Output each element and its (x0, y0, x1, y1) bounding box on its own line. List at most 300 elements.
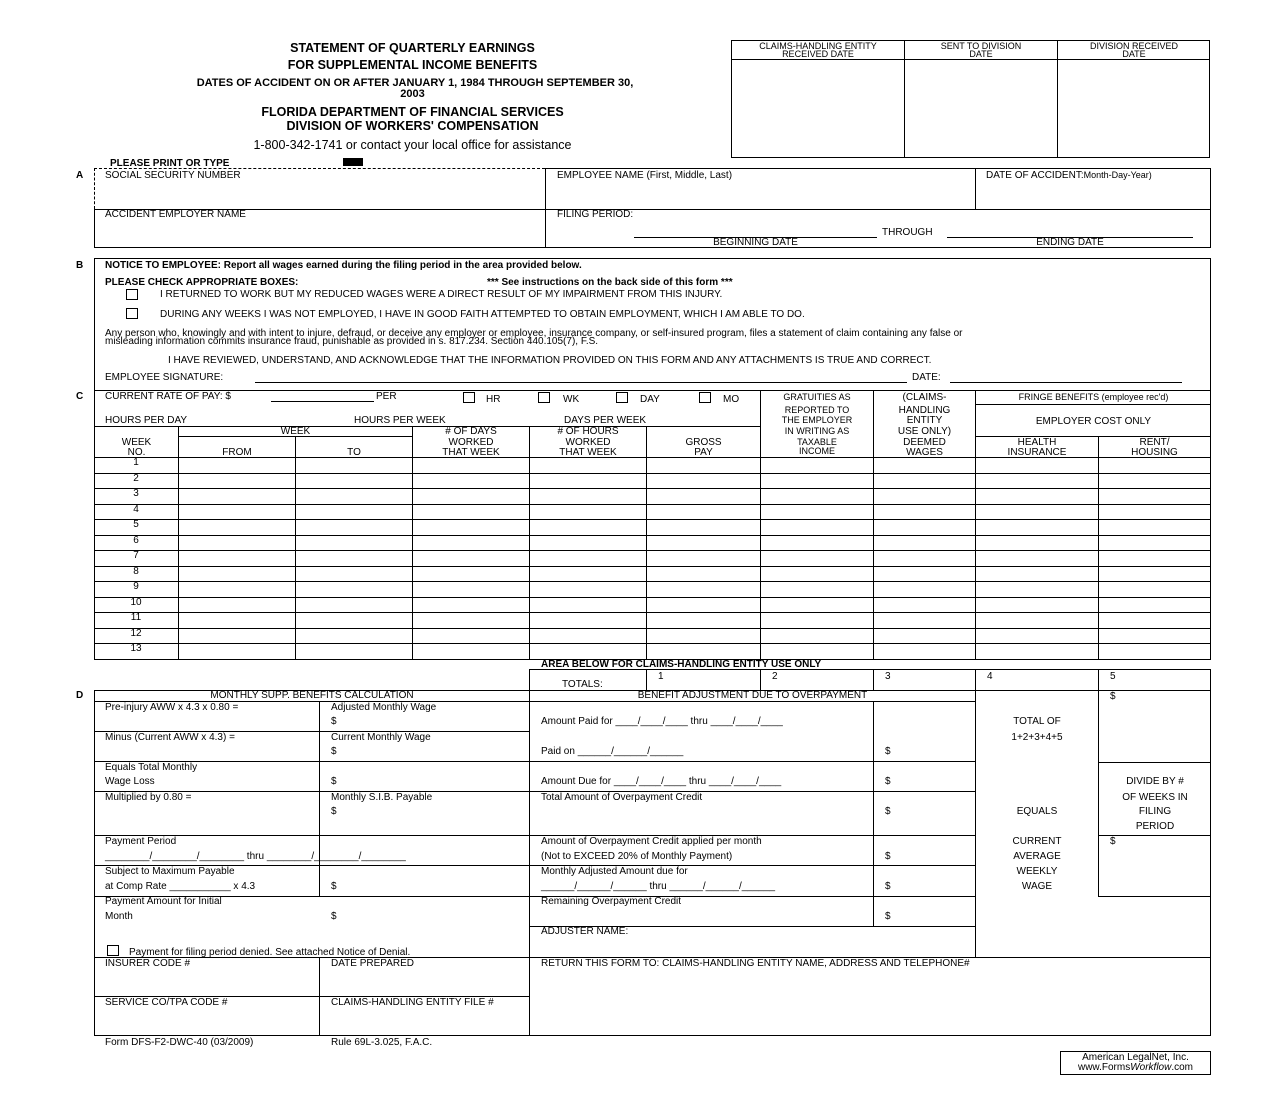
wage-loss-dollar: $ (331, 776, 337, 787)
month-label: Month (105, 911, 133, 922)
to-header: TO (347, 447, 361, 458)
week-health-cell[interactable] (976, 504, 1098, 519)
hours-worked-line-1: # OF HOURS (557, 426, 619, 437)
rule-number: Rule 69L-3.025, F.A.C. (331, 1037, 433, 1048)
amount-paid-field[interactable] (895, 704, 974, 760)
received-date-field[interactable] (732, 60, 904, 157)
employee-name-field[interactable] (547, 183, 973, 207)
current-monthly-dollar: $ (331, 746, 337, 757)
adjusted-monthly-field[interactable] (341, 714, 527, 730)
insurer-code-field[interactable] (96, 971, 318, 995)
week-gross-cell[interactable] (647, 488, 760, 504)
week-gratuities-cell[interactable] (761, 566, 873, 581)
rate-line (271, 401, 374, 402)
week-days-cell[interactable] (413, 566, 529, 581)
week-from-cell[interactable] (179, 566, 295, 581)
week-hours-cell[interactable] (530, 643, 646, 659)
week-to-cell[interactable] (296, 457, 412, 473)
week-health-cell[interactable] (976, 628, 1098, 643)
table-row (94, 519, 1211, 535)
week-deemed-cell[interactable] (874, 550, 975, 566)
preinjury-label: Pre-injury AWW x 4.3 x 0.80 = (105, 702, 239, 713)
week-rent-cell[interactable] (1099, 473, 1210, 488)
week-hours-cell[interactable] (530, 473, 646, 488)
week-deemed-cell[interactable] (874, 457, 975, 473)
week-number: 13 (130, 643, 142, 654)
signature-line (255, 382, 907, 383)
week-from-cell[interactable] (179, 535, 295, 550)
table-row (94, 457, 1211, 473)
claims-line-1: (CLAIMS- (902, 392, 947, 403)
week-from-cell[interactable] (179, 504, 295, 519)
weekly-label: WEEKLY (1016, 866, 1058, 877)
week-days-cell[interactable] (413, 535, 529, 550)
gratuities-line-6: INCOME (799, 446, 835, 456)
signature-date-field[interactable] (950, 368, 1182, 382)
equals-total-label: Equals Total Monthly (105, 762, 198, 773)
beginning-date-label: BEGINNING DATE (713, 237, 798, 248)
week-hours-cell[interactable] (530, 597, 646, 612)
department-name: FLORIDA DEPARTMENT OF FINANCIAL SERVICES (261, 105, 564, 119)
week-number: 2 (133, 473, 139, 484)
total-1-label: 1 (658, 671, 664, 682)
week-number: 1 (133, 457, 139, 468)
week-gratuities-cell[interactable] (761, 612, 873, 628)
hr-checkbox[interactable] (463, 392, 475, 403)
claims-line-5: DEEMED (903, 437, 946, 448)
week-to-cell[interactable] (296, 519, 412, 535)
week-rent-cell[interactable] (1099, 566, 1210, 581)
form-number: Form DFS-F2-DWC-40 (03/2009) (105, 1037, 254, 1048)
of-weeks-label: OF WEEKS IN (1122, 792, 1188, 803)
week-to-cell[interactable] (296, 628, 412, 643)
adjuster-name-field[interactable] (655, 926, 973, 955)
week-days-cell[interactable] (413, 519, 529, 535)
beginning-date-field[interactable] (634, 224, 877, 237)
week-deemed-cell[interactable] (874, 597, 975, 612)
total-overpayment-field[interactable] (895, 794, 974, 834)
total-sum-field[interactable] (1100, 703, 1209, 761)
week-number: 12 (130, 628, 142, 639)
reduced-wages-checkbox[interactable] (126, 289, 138, 300)
week-to-cell[interactable] (296, 612, 412, 628)
week-from-cell[interactable] (179, 519, 295, 535)
week-from-cell[interactable] (179, 612, 295, 628)
week-health-cell[interactable] (976, 612, 1098, 628)
minus-label: Minus (Current AWW x 4.3) = (105, 732, 235, 743)
week-gross-cell[interactable] (647, 612, 760, 628)
total-2-label: 2 (772, 671, 778, 682)
current-label: CURRENT (1012, 836, 1062, 847)
wk-checkbox[interactable] (538, 392, 550, 403)
table-row (94, 566, 1211, 581)
week-health-cell[interactable] (976, 566, 1098, 581)
week-to-cell[interactable] (296, 581, 412, 597)
week-gross-cell[interactable] (647, 643, 760, 659)
week-from-cell[interactable] (179, 581, 295, 597)
return-to-label: RETURN THIS FORM TO: CLAIMS-HANDLING ENTITY NAME, ADDRESS AND TELEPHONE# (541, 958, 970, 969)
comp-rate-label[interactable]: at Comp Rate ___________ x 4.3 (105, 881, 256, 892)
week-gratuities-cell[interactable] (761, 643, 873, 659)
week-rent-cell[interactable] (1099, 628, 1210, 643)
per-label: PER (376, 391, 397, 402)
from-header: FROM (222, 447, 252, 458)
monthly-adjusted-dates[interactable]: ______/______/______ thru ______/______/______ (541, 881, 776, 892)
employee-name-label: EMPLOYEE NAME (First, Middle, Last) (557, 170, 733, 181)
week-deemed-cell[interactable] (874, 488, 975, 504)
wk-label: WK (563, 394, 580, 405)
legalnet-url: www.FormsWorkflow.com (1077, 1062, 1194, 1073)
not-employed-checkbox[interactable] (126, 308, 138, 319)
sent-division-date-field[interactable] (905, 60, 1057, 157)
table-row (94, 550, 1211, 566)
week-gross-cell[interactable] (647, 597, 760, 612)
week-deemed-cell[interactable] (874, 581, 975, 597)
week-from-cell[interactable] (179, 488, 295, 504)
date-of-accident-label: DATE OF ACCIDENT:Month-Day-Year) (986, 170, 1152, 181)
signature-date-line (950, 382, 1182, 383)
week-health-cell[interactable] (976, 535, 1098, 550)
week-number: 5 (133, 519, 139, 530)
week-rent-cell[interactable] (1099, 597, 1210, 612)
amount-due-label[interactable]: Amount Due for ____/____/____ thru ____/____/____ (541, 776, 782, 787)
week-days-cell[interactable] (413, 628, 529, 643)
week-health-cell[interactable] (976, 643, 1098, 659)
multiplied-label: Multiplied by 0.80 = (105, 792, 192, 803)
week-from-cell[interactable] (179, 597, 295, 612)
week-hours-cell[interactable] (530, 535, 646, 550)
total-overpayment-label: Total Amount of Overpayment Credit (541, 792, 703, 803)
totals-box (529, 669, 1211, 691)
week-rent-cell[interactable] (1099, 612, 1210, 628)
notice-text: NOTICE TO EMPLOYEE: Report all wages earned during the filing period in the area provided below. (105, 260, 582, 271)
sib-payable-field[interactable] (341, 804, 527, 834)
week-gratuities-cell[interactable] (761, 519, 873, 535)
gross-pay-line-2: PAY (694, 447, 713, 458)
area-below-label: AREA BELOW FOR CLAIMS-HANDLING ENTITY USE ONLY (541, 659, 822, 670)
health-line-1: HEALTH (1017, 437, 1057, 448)
current-monthly-label: Current Monthly Wage (331, 732, 431, 743)
legalnet-name: American LegalNet, Inc. (1082, 1052, 1189, 1063)
dates-line-2: 2003 (400, 88, 425, 100)
adjuster-name-label: ADJUSTER NAME: (541, 926, 629, 937)
week-health-cell[interactable] (976, 473, 1098, 488)
week-hours-cell[interactable] (530, 519, 646, 535)
table-row (94, 581, 1211, 597)
monthly-adjusted-label: Monthly Adjusted Amount due for (541, 866, 688, 877)
week-from-cell[interactable] (179, 457, 295, 473)
week-gross-cell[interactable] (647, 473, 760, 488)
week-days-cell[interactable] (413, 457, 529, 473)
adjusted-monthly-label: Adjusted Monthly Wage (331, 702, 437, 713)
table-row (94, 612, 1211, 628)
week-days-cell[interactable] (413, 581, 529, 597)
week-gross-cell[interactable] (647, 628, 760, 643)
week-to-cell[interactable] (296, 473, 412, 488)
wage-loss-label: Wage Loss (105, 776, 155, 787)
week-health-cell[interactable] (976, 457, 1098, 473)
week-gratuities-cell[interactable] (761, 504, 873, 519)
table-row (94, 643, 1211, 659)
week-gratuities-cell[interactable] (761, 597, 873, 612)
wage-loss-field[interactable] (341, 774, 527, 790)
amount-paid-label[interactable]: Amount Paid for ____/____/____ thru ____/____/____ (541, 716, 783, 727)
week-number: 6 (133, 535, 139, 546)
date-of-accident-field[interactable] (977, 183, 1209, 207)
days-worked-line-1: # OF DAYS (445, 426, 497, 437)
week-gratuities-cell[interactable] (761, 581, 873, 597)
week-from-cell[interactable] (179, 550, 295, 566)
section-b-letter: B (76, 260, 84, 271)
week-gross-cell[interactable] (647, 535, 760, 550)
total-sum-dollar: $ (1110, 691, 1116, 702)
week-rent-cell[interactable] (1099, 643, 1210, 659)
week-health-cell[interactable] (976, 597, 1098, 612)
week-rent-cell[interactable] (1099, 581, 1210, 597)
period-label: PERIOD (1135, 821, 1175, 832)
mo-checkbox[interactable] (699, 392, 711, 403)
week-days-cell[interactable] (413, 597, 529, 612)
signature-date-label: DATE: (912, 372, 941, 383)
day-label: DAY (640, 394, 660, 405)
date-prepared-field[interactable] (321, 971, 528, 995)
week-health-cell[interactable] (976, 488, 1098, 504)
claims-line-3: ENTITY (906, 415, 943, 426)
week-hours-cell[interactable] (530, 488, 646, 504)
week-to-cell[interactable] (296, 504, 412, 519)
week-to-cell[interactable] (296, 597, 412, 612)
week-to-cell[interactable] (296, 535, 412, 550)
ssn-field[interactable] (96, 183, 543, 207)
ending-date-label: ENDING DATE (1036, 237, 1104, 248)
paid-on-label[interactable]: Paid on ______/______/______ (541, 746, 684, 757)
gross-pay-line-1: GROSS (685, 437, 722, 448)
ssn-label: SOCIAL SECURITY NUMBER (105, 170, 241, 181)
week-number: 3 (133, 488, 139, 499)
return-address-field[interactable] (531, 972, 1209, 1035)
table-row (94, 597, 1211, 612)
print-note: PLEASE PRINT OR TYPE (110, 158, 230, 169)
week-days-cell[interactable] (413, 488, 529, 504)
week-from-cell[interactable] (179, 473, 295, 488)
fraud-warning-line-2: misleading information commits insurance fraud, punishable as provided in s. 817.234. Section 440.105(7), F.S. (105, 336, 599, 347)
week-deemed-cell[interactable] (874, 473, 975, 488)
employer-name-label: ACCIDENT EMPLOYER NAME (105, 209, 246, 220)
week-hours-cell[interactable] (530, 581, 646, 597)
sib-payable-label: Monthly S.I.B. Payable (331, 792, 433, 803)
sum-label: 1+2+3+4+5 (1011, 732, 1063, 743)
monthly-adjusted-field[interactable] (895, 868, 974, 895)
table-row (94, 628, 1211, 643)
days-worked-line-3: THAT WEEK (442, 447, 500, 458)
week-rent-cell[interactable] (1099, 488, 1210, 504)
week-gross-cell[interactable] (647, 504, 760, 519)
week-gratuities-cell[interactable] (761, 550, 873, 566)
filing-period-label: FILING PERIOD: (557, 209, 634, 220)
week-hours-cell[interactable] (530, 612, 646, 628)
initial-payment-label: Payment Amount for Initial (105, 896, 222, 907)
week-days-cell[interactable] (413, 550, 529, 566)
denied-checkbox[interactable] (107, 945, 119, 956)
week-to-cell[interactable] (296, 643, 412, 659)
week-gross-cell[interactable] (647, 581, 760, 597)
week-days-cell[interactable] (413, 612, 529, 628)
hours-per-day-label: HOURS PER DAY (105, 415, 188, 426)
employer-name-field[interactable] (96, 222, 543, 246)
week-health-cell[interactable] (976, 581, 1098, 597)
hours-per-week-label: HOURS PER WEEK (354, 415, 446, 426)
max-payable-field[interactable] (341, 879, 527, 895)
week-deemed-cell[interactable] (874, 519, 975, 535)
hr-label: HR (486, 394, 501, 405)
week-number: 8 (133, 566, 139, 577)
week-from-cell[interactable] (179, 628, 295, 643)
week-gross-cell[interactable] (647, 550, 760, 566)
hours-worked-line-2: WORKED (565, 437, 611, 448)
week-hours-cell[interactable] (530, 504, 646, 519)
gratuities-line-4: IN WRITING AS (784, 426, 850, 436)
week-no-line-1: WEEK (121, 437, 152, 448)
table-row (94, 473, 1211, 488)
week-deemed-cell[interactable] (874, 643, 975, 659)
not-employed-option: DURING ANY WEEKS I WAS NOT EMPLOYED, I HAVE IN GOOD FAITH ATTEMPTED TO OBTAIN EMPLOYMENT, WHICH I AM ABLE TO DO. (160, 309, 805, 320)
division-received-date-field[interactable] (1058, 60, 1210, 157)
dates-line-1: DATES OF ACCIDENT ON OR AFTER JANUARY 1, 1984 THROUGH SEPTEMBER 30, (196, 77, 634, 89)
average-label: AVERAGE (1013, 851, 1061, 862)
week-rent-cell[interactable] (1099, 519, 1210, 535)
comp-rate-dollar: $ (331, 881, 337, 892)
week-to-cell[interactable] (296, 550, 412, 566)
totals-label: TOTALS: (562, 679, 603, 690)
ending-date-field[interactable] (947, 224, 1193, 237)
denied-label: Payment for filing period denied. See attached Notice of Denial. (129, 947, 411, 958)
date-prepared-label: DATE PREPARED (331, 958, 414, 969)
health-line-2: INSURANCE (1007, 447, 1067, 458)
section-c-letter: C (76, 391, 84, 402)
claims-line-6: WAGES (906, 447, 943, 458)
week-number: 7 (133, 550, 139, 561)
week-hours-cell[interactable] (530, 550, 646, 566)
total-of-label: TOTAL OF (1013, 716, 1061, 727)
credit-applied-field[interactable] (895, 838, 974, 864)
week-rent-cell[interactable] (1099, 457, 1210, 473)
section-a-letter: A (76, 170, 84, 181)
week-rent-cell[interactable] (1099, 504, 1210, 519)
week-deemed-cell[interactable] (874, 628, 975, 643)
week-health-cell[interactable] (976, 550, 1098, 566)
employer-cost-label: EMPLOYER COST ONLY (1035, 416, 1152, 427)
monthly-adjusted-dollar: $ (885, 881, 891, 892)
remaining-credit-field[interactable] (895, 899, 974, 925)
signature-field[interactable] (255, 368, 907, 382)
adjustment-header: BENEFIT ADJUSTMENT DUE TO OVERPAYMENT (637, 690, 868, 701)
sent-division-label-1: SENT TO DIVISION (940, 41, 1022, 51)
week-gratuities-cell[interactable] (761, 488, 873, 504)
remaining-credit-label: Remaining Overpayment Credit (541, 896, 682, 907)
gratuities-line-2: REPORTED TO (784, 405, 850, 415)
file-no-field[interactable] (321, 1010, 528, 1035)
week-hours-cell[interactable] (530, 628, 646, 643)
service-code-field[interactable] (96, 1010, 318, 1035)
filing-label: FILING (1138, 806, 1172, 817)
week-rent-cell[interactable] (1099, 535, 1210, 550)
week-days-cell[interactable] (413, 643, 529, 659)
week-from-cell[interactable] (179, 643, 295, 659)
days-worked-line-2: WORKED (448, 437, 494, 448)
week-hours-cell[interactable] (530, 457, 646, 473)
week-deemed-cell[interactable] (874, 612, 975, 628)
week-rent-cell[interactable] (1099, 550, 1210, 566)
week-gratuities-cell[interactable] (761, 457, 873, 473)
total-3-label: 3 (885, 671, 891, 682)
table-row (94, 504, 1211, 519)
week-deemed-cell[interactable] (874, 566, 975, 581)
week-number: 9 (133, 581, 139, 592)
week-to-cell[interactable] (296, 566, 412, 581)
division-name: DIVISION OF WORKERS' COMPENSATION (286, 119, 539, 133)
week-gratuities-cell[interactable] (761, 535, 873, 550)
week-days-cell[interactable] (413, 473, 529, 488)
remaining-credit-dollar: $ (885, 911, 891, 922)
not-exceed-label: (Not to EXCEED 20% of Monthly Payment) (541, 851, 733, 862)
wage-label: WAGE (1021, 881, 1053, 892)
week-gross-cell[interactable] (647, 566, 760, 581)
week-number: 4 (133, 504, 139, 515)
received-date-label-2: RECEIVED DATE (782, 49, 854, 59)
current-monthly-field[interactable] (341, 744, 527, 760)
day-checkbox[interactable] (616, 392, 628, 403)
week-health-cell[interactable] (976, 519, 1098, 535)
mo-label: MO (723, 394, 740, 405)
payment-period-line[interactable]: ________/________/________ thru ________/________/________ (105, 851, 406, 862)
week-number: 10 (130, 597, 142, 608)
week-header: WEEK (280, 426, 311, 437)
week-gross-cell[interactable] (647, 519, 760, 535)
average-wage-field[interactable] (1100, 849, 1209, 895)
days-per-week-label: DAYS PER WEEK (564, 415, 647, 426)
rate-of-pay-field[interactable] (271, 389, 374, 401)
rent-line-2: HOUSING (1131, 447, 1178, 458)
initial-payment-field[interactable] (341, 909, 527, 925)
week-deemed-cell[interactable] (874, 504, 975, 519)
week-gratuities-cell[interactable] (761, 628, 873, 643)
equals-label: EQUALS (1016, 806, 1058, 817)
week-gratuities-cell[interactable] (761, 473, 873, 488)
form-title: STATEMENT OF QUARTERLY EARNINGS (290, 41, 535, 55)
adjusted-monthly-dollar: $ (331, 716, 337, 727)
total-5-label: 5 (1110, 671, 1116, 682)
week-days-cell[interactable] (413, 504, 529, 519)
credit-applied-dollar: $ (885, 851, 891, 862)
divide-by-label: DIVIDE BY # (1126, 776, 1184, 787)
paid-on-dollar: $ (885, 746, 891, 757)
subject-max-label: Subject to Maximum Payable (105, 866, 235, 877)
sent-division-label-2: DATE (969, 49, 993, 59)
division-received-label-2: DATE (1122, 49, 1146, 59)
week-deemed-cell[interactable] (874, 535, 975, 550)
table-row (94, 488, 1211, 504)
week-to-cell[interactable] (296, 488, 412, 504)
form-subtitle: FOR SUPPLEMENTAL INCOME BENEFITS (287, 58, 538, 72)
fringe-benefits-label: FRINGE BENEFITS (employee rec'd) (1018, 392, 1169, 402)
week-hours-cell[interactable] (530, 566, 646, 581)
calc-header: MONTHLY SUPP. BENEFITS CALCULATION (210, 690, 414, 701)
week-gross-cell[interactable] (647, 457, 760, 473)
section-d-letter: D (76, 690, 84, 701)
black-marker (343, 158, 363, 166)
amount-due-field[interactable] (895, 764, 974, 790)
amount-due-dollar: $ (885, 776, 891, 787)
